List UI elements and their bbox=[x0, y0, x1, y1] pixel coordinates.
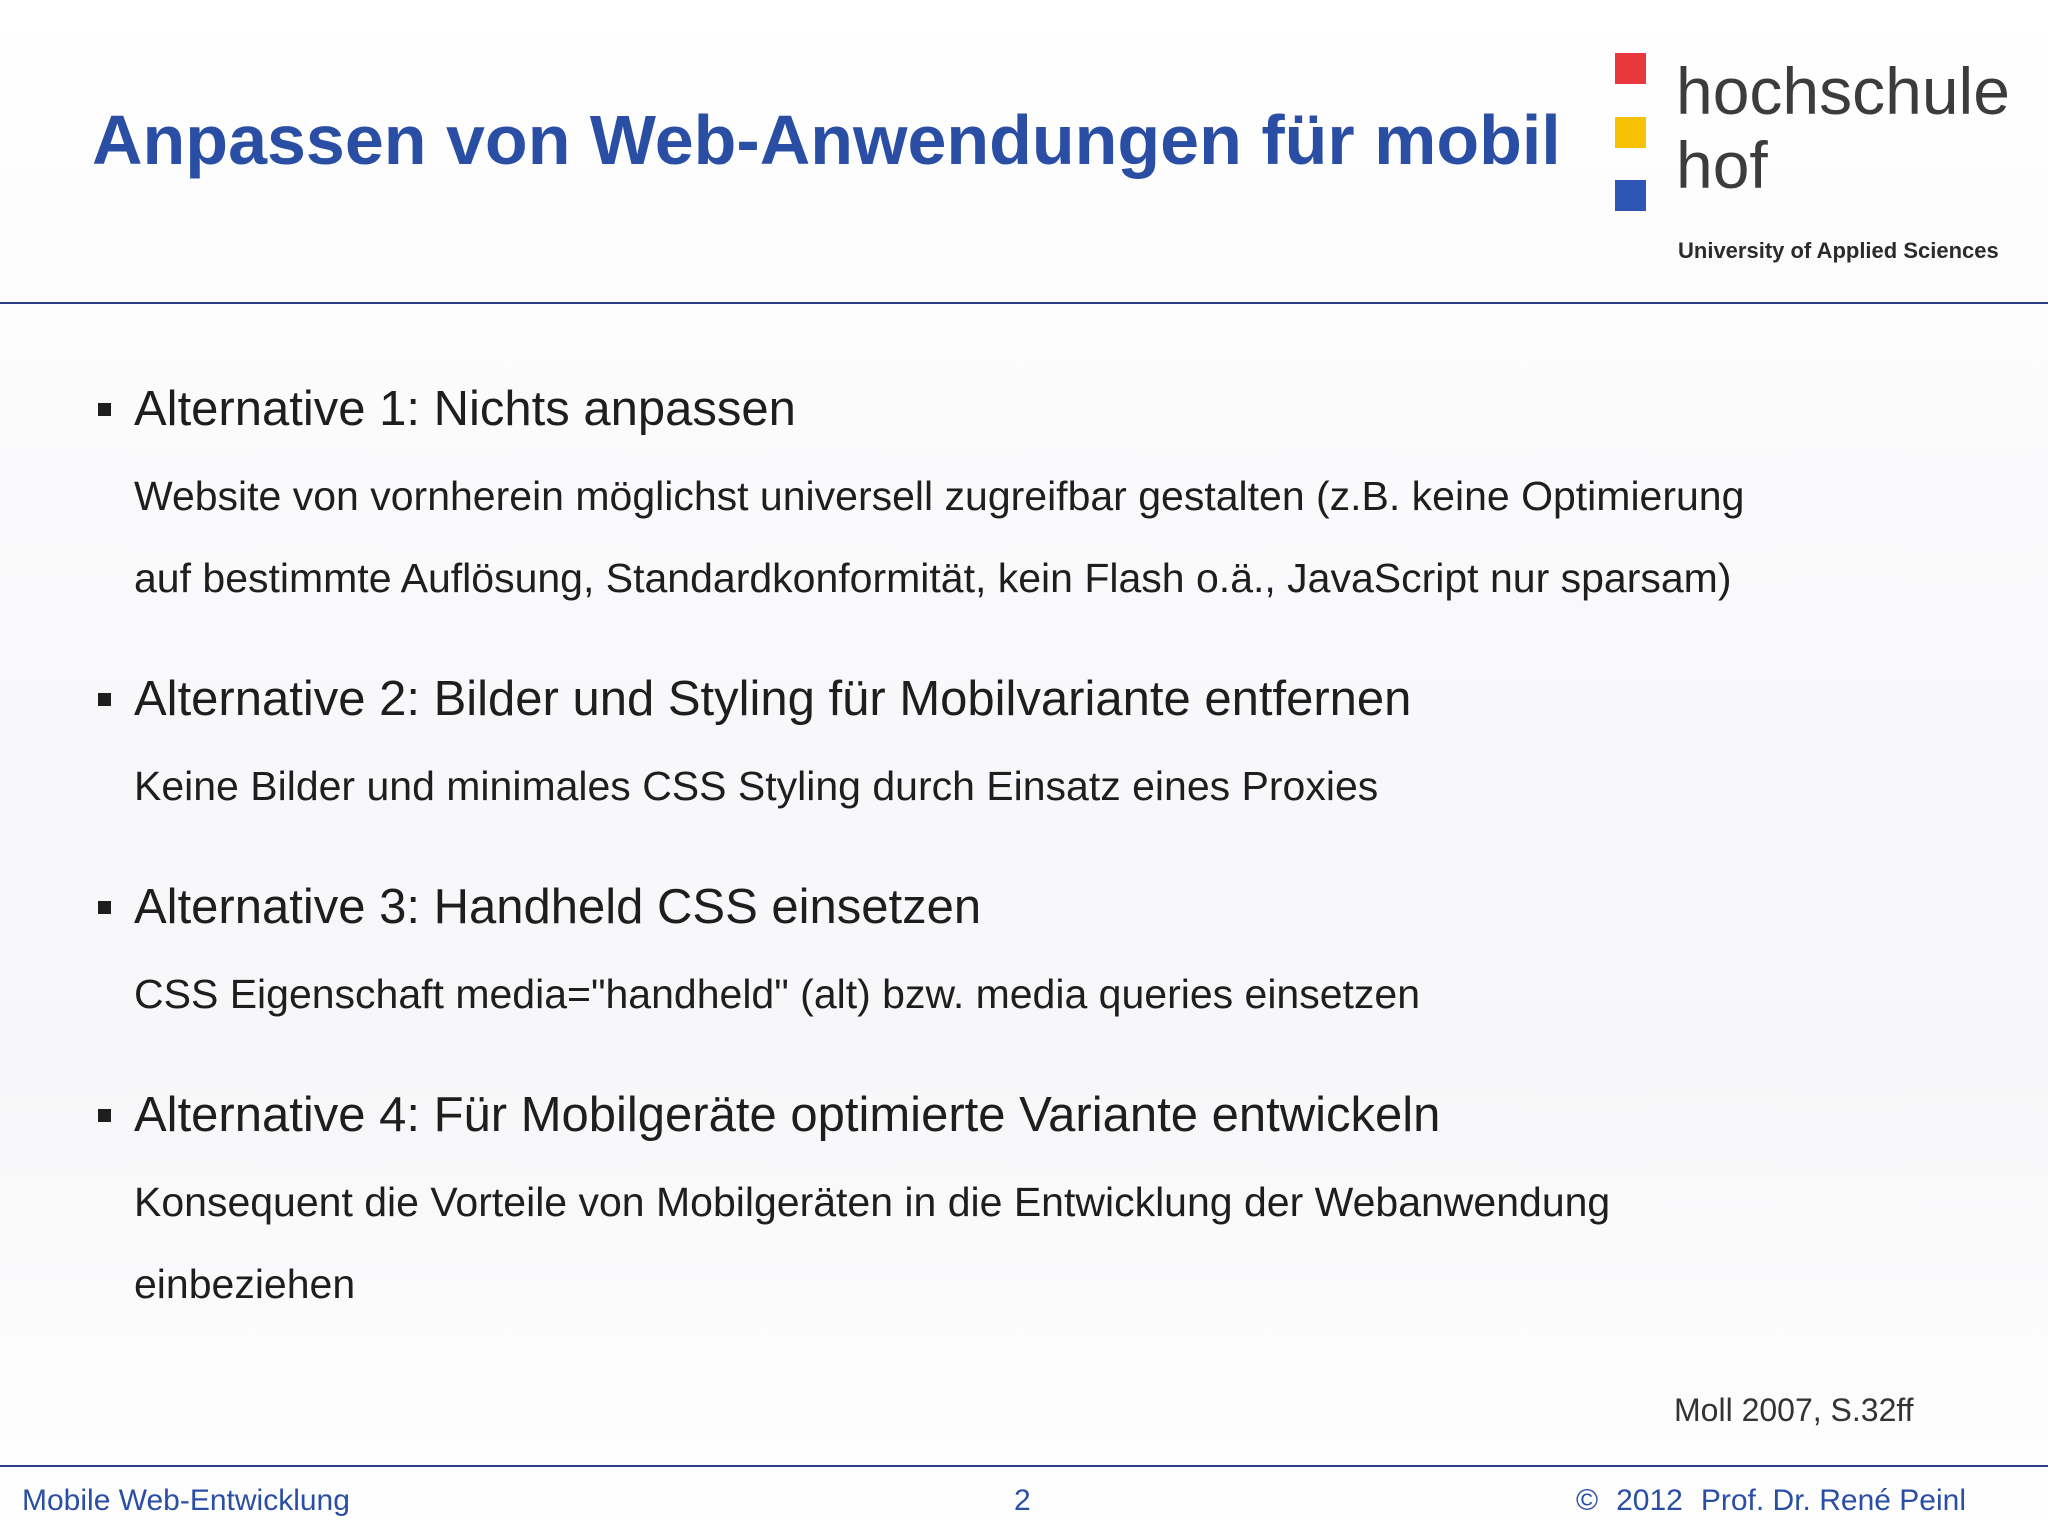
bullet-heading: Alternative 4: Für Mobilgeräte optimierte Variante entwickeln bbox=[134, 1088, 1441, 1142]
logo-word-hochschule: hochschule bbox=[1676, 54, 2010, 128]
bullet-body-line: einbeziehen bbox=[134, 1261, 356, 1307]
copyright-symbol: © bbox=[1576, 1484, 1599, 1517]
copyright-year: 2012 bbox=[1616, 1484, 1683, 1517]
logo-blue-square bbox=[1615, 180, 1646, 211]
bullet-marker bbox=[98, 403, 111, 416]
bullet-body-line: auf bestimmte Auflösung, Standardkonformität, kein Flash o.ä., JavaScript nur sparsam) bbox=[134, 555, 1732, 601]
logo-red-square bbox=[1615, 53, 1646, 84]
university-logo bbox=[1612, 52, 2032, 282]
footer-page-number: 2 bbox=[1014, 1484, 1031, 1517]
bullet-marker bbox=[98, 1109, 111, 1122]
logo-yellow-square bbox=[1615, 117, 1646, 148]
bullet-body-line: Keine Bilder und minimales CSS Styling durch Einsatz eines Proxies bbox=[134, 763, 1379, 809]
bullet-marker bbox=[98, 693, 111, 706]
bullet-marker bbox=[98, 901, 111, 914]
bullet-body-line: Konsequent die Vorteile von Mobilgeräten in die Entwicklung der Webanwendung bbox=[134, 1179, 1611, 1225]
slide-title: Anpassen von Web-Anwendungen für mobil bbox=[92, 101, 1561, 179]
source-citation: Moll 2007, S.32ff bbox=[1674, 1392, 1914, 1428]
bullet-body-line: CSS Eigenschaft media="handheld" (alt) bzw. media queries einsetzen bbox=[134, 971, 1421, 1017]
bullet-heading: Alternative 3: Handheld CSS einsetzen bbox=[134, 880, 982, 934]
footer-divider bbox=[0, 1465, 2048, 1467]
logo-word-hof: hof bbox=[1676, 128, 1768, 202]
bullet-body-line: Website von vornherein möglichst universell zugreifbar gestalten (z.B. keine Optimierung bbox=[134, 473, 1745, 519]
footer-copyright bbox=[1576, 1484, 1966, 1518]
logo-subtitle: University of Applied Sciences bbox=[1678, 238, 1999, 263]
bullet-heading: Alternative 2: Bilder und Styling für Mobilvariante entfernen bbox=[134, 672, 1412, 726]
header-divider bbox=[0, 302, 2048, 304]
copyright-author: Prof. Dr. René Peinl bbox=[1700, 1484, 1966, 1517]
footer-course-title: Mobile Web-Entwicklung bbox=[22, 1484, 350, 1517]
bullet-heading: Alternative 1: Nichts anpassen bbox=[134, 382, 796, 436]
